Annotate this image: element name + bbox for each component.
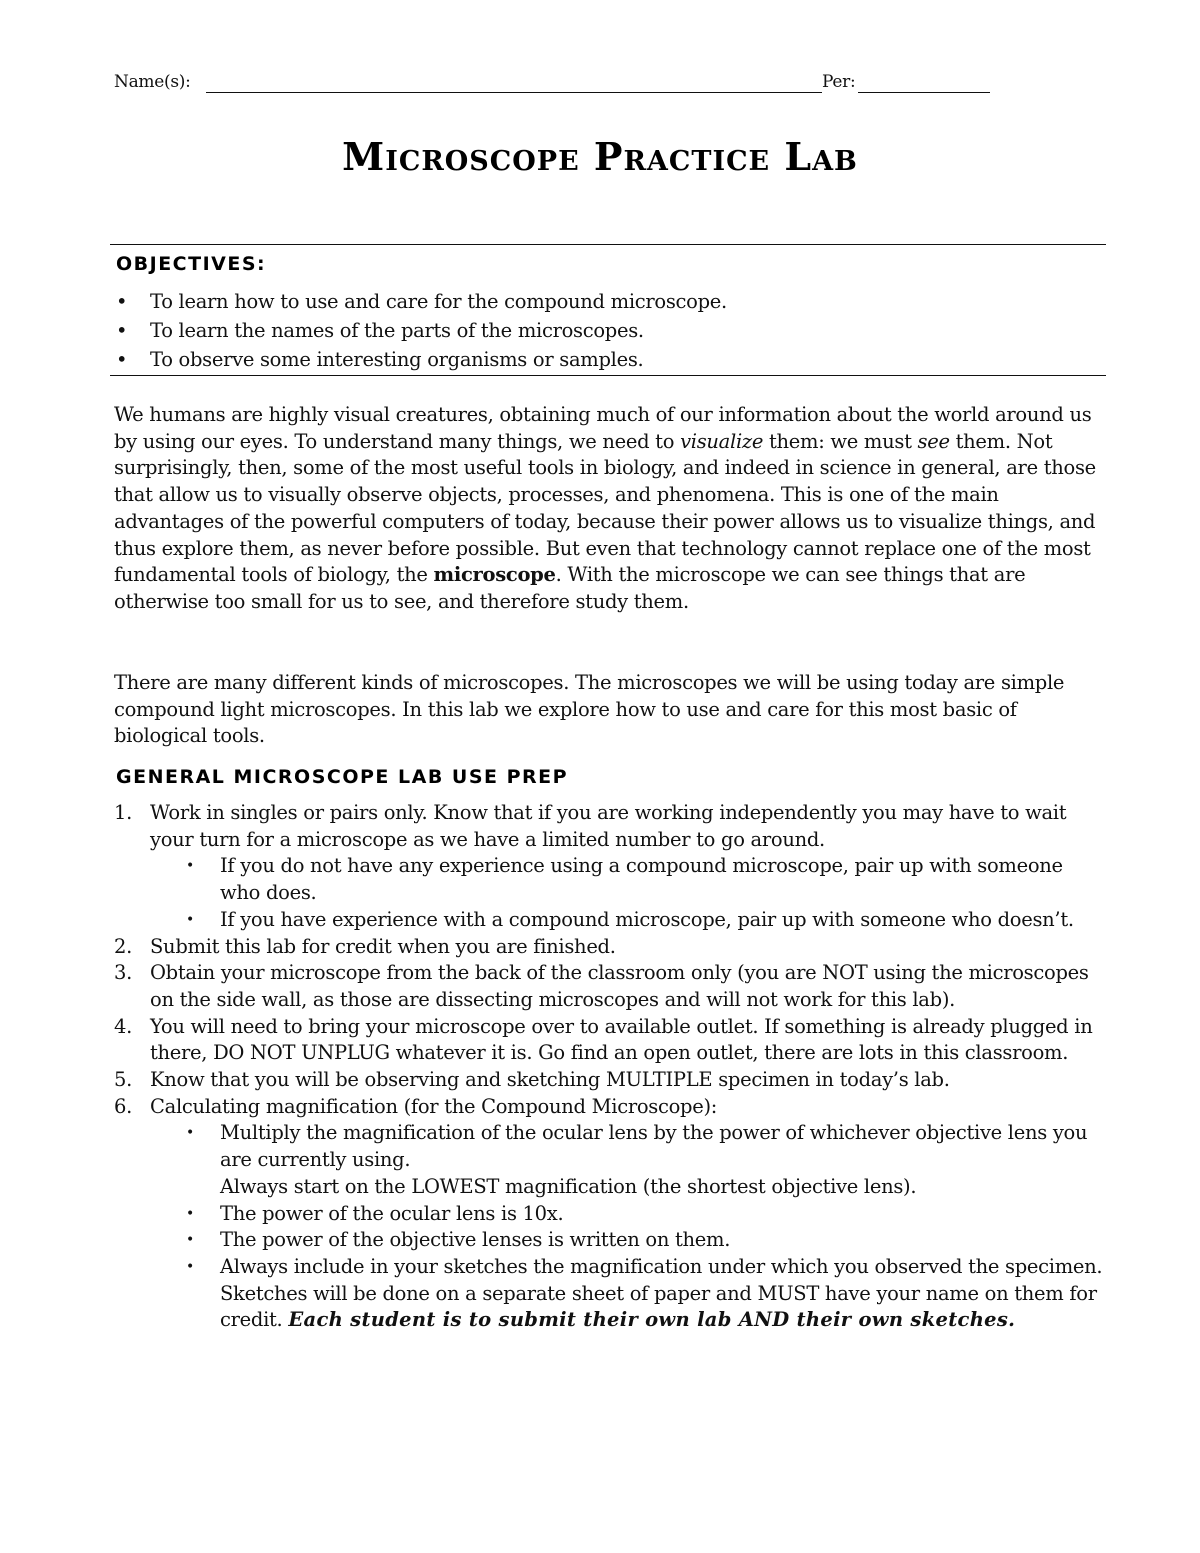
step-item: 5. Know that you will be observing and sketching MULTIPLE specimen in today’s lab. xyxy=(114,1068,950,1092)
prep-steps-list xyxy=(114,800,1104,1334)
name-period-header xyxy=(114,72,990,98)
intro-paragraph-2: There are many different kinds of microscopes. The microscopes we will be using today are simple compound light microscopes. In this lab we explore how to use and care for this most basic of biological tools. xyxy=(114,671,1065,748)
sub-list xyxy=(150,1120,1104,1334)
bullet-glyph: • xyxy=(116,290,128,313)
name-blank-line xyxy=(206,92,822,93)
name-label: Name(s): xyxy=(114,72,191,92)
bullet-glyph: • xyxy=(116,319,128,342)
sub-item: • Multiply the magnification of the ocular lens by the power of whichever objective lens you are currently using. Always start on the LOWEST magnification (the shortest objective lens). xyxy=(186,1121,1088,1198)
objectives-list xyxy=(114,287,1094,374)
objectives-bottom-rule xyxy=(110,375,1106,376)
period-label: Per: xyxy=(822,72,856,92)
bullet-glyph: • xyxy=(116,348,128,371)
list-item: • To learn the names of the parts of the microscopes. xyxy=(114,316,1094,345)
step-item: 6. Calculating magnification (for the Compound Microscope): • Multiply the magnification of the ocular lens by the power of whichever objective lens you are currently using. Always start on the LOWEST magnification (the shortest objective lens). • The power of the ocular lens is 10x. • The power of the objective lenses is written on them. • Always include in your sketches the magnification under which you observed the specimen. Sketches will be done on a separate sheet of paper and MUST have your name on them for credit. Each student is to submit their own lab AND their own sketches. xyxy=(114,1094,1104,1334)
sub-item: • If you have experience with a compound microscope, pair up with someone who doesn’t. xyxy=(186,907,1074,931)
intro-paragraph-1: We humans are highly visual creatures, obtaining much of our information about the world around us by using our eyes. To understand many things, we need to visualize them: we must see them. Not surprisingly, then, some of the most useful tools in biology, and indeed in science in general, are those that allow us to visually observe objects, processes, and phenomena. This is one of the main advantages of the powerful computers of today, because their power allows us to visualize things, and thus explore them, as never before possible. But even that technology cannot replace one of the most fundamental tools of biology, the microscope. With the microscope we can see things that are otherwise too small for us to see, and therefore study them. xyxy=(114,403,1096,613)
emphasis-note: Each student is to submit their own lab AND their own sketches. xyxy=(288,1308,1016,1332)
sub-item: • The power of the objective lenses is written on them. xyxy=(186,1228,731,1252)
step-item: 1. Work in singles or pairs only. Know that if you are working independently you may have to wait your turn for a microscope as we have a limited number to go around. • If you do not have any experience using a compound microscope, pair up with someone who does. • If you have experience with a compound microscope, pair up with someone who doesn’t. xyxy=(114,800,1104,934)
list-item: • To learn how to use and care for the compound microscope. xyxy=(114,287,1094,316)
step-item: 3. Obtain your microscope from the back of the classroom only (you are NOT using the microscopes on the side wall, as those are dissecting microscopes and will not work for this lab). xyxy=(114,961,1089,1011)
sub-item: • Always include in your sketches the magnification under which you observed the specimen. Sketches will be done on a separate sheet of paper and MUST have your name on them for credit. Each student is to submit their own lab AND their own sketches. xyxy=(186,1254,1103,1332)
step-item: 4. You will need to bring your microscope over to available outlet. If something is already plugged in there, DO NOT UNPLUG whatever it is. Go find an open outlet, there are lots in this classroom. xyxy=(114,1014,1093,1065)
page-title: Microscope Practice Lab xyxy=(342,134,858,179)
list-item: • To observe some interesting organisms or samples. xyxy=(114,345,1094,374)
sub-list xyxy=(150,853,1104,933)
period-blank-line xyxy=(858,92,990,93)
sub-item: • The power of the ocular lens is 10x. xyxy=(186,1201,564,1225)
sub-item: • If you do not have any experience using a compound microscope, pair up with someone who does. xyxy=(186,854,1063,905)
prep-heading: GENERAL MICROSCOPE LAB USE PREP xyxy=(116,766,569,788)
step-item: 2. Submit this lab for credit when you are finished. xyxy=(114,934,616,958)
objectives-heading: OBJECTIVES: xyxy=(116,253,267,275)
objectives-top-rule xyxy=(110,244,1106,245)
